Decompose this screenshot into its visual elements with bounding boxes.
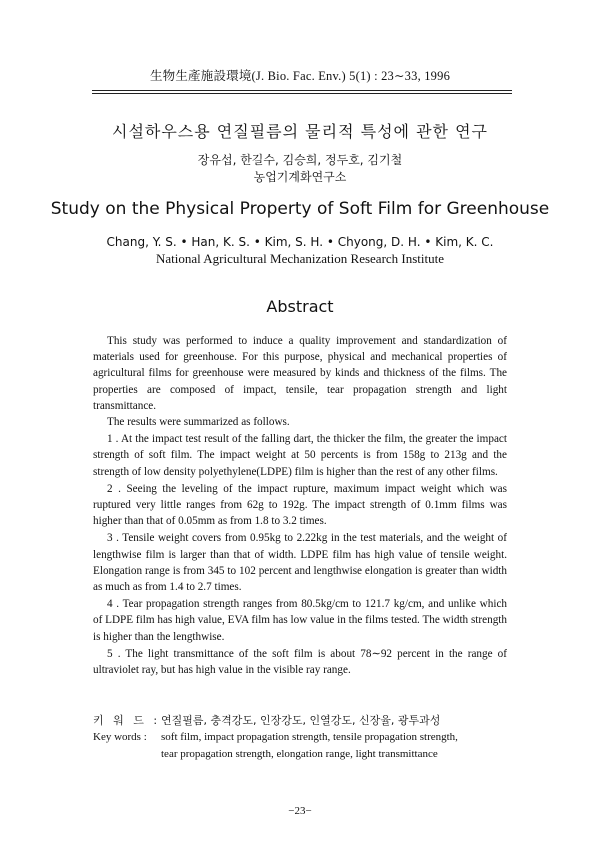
english-title: Study on the Physical Property of Soft Film for Greenhouse (50, 199, 550, 219)
keywords-korean-text: 연질필름, 충격강도, 인장강도, 인열강도, 신장율, 광투과성 (161, 714, 441, 727)
english-authors: Chang, Y. S. • Han, K. S. • Kim, S. H. • Chyong, D. H. • Kim, K. C. (106, 235, 494, 249)
korean-affiliation: 농업기계화연구소 (253, 170, 347, 184)
keywords-korean-row (93, 712, 513, 729)
keywords-english-line-1: soft film, impact propagation strength, tensile propagation strength, (161, 731, 458, 743)
header-rule-secondary (92, 93, 512, 94)
abstract-body (93, 333, 507, 678)
header-rule (92, 90, 512, 91)
abstract-paragraph-intro: This study was performed to induce a quality improvement and standardization of materials used for greenhouse. For this purpose, physical and mechanical properties of agricultural films for greenhouse were measured by kinds and thickness of the films. The properties are composed of impact, tensile, tear propagation strength and light transmittance. (93, 335, 507, 412)
page-number: −23− (288, 805, 312, 817)
abstract-paragraph-summary: The results were summarized as follows. (107, 416, 290, 429)
abstract-heading: Abstract (266, 297, 334, 316)
keywords-english-label: Key words : (93, 731, 147, 743)
english-affiliation: National Agricultural Mechanization Research Institute (155, 251, 445, 266)
keywords-english-row (93, 729, 513, 746)
keywords-english-line-2: tear propagation strength, elongation range, light transmittance (161, 748, 438, 760)
korean-authors: 장유섭, 한길수, 김승희, 정두호, 김기철 (197, 153, 403, 167)
keywords-block (93, 712, 513, 763)
abstract-result-5: 5 . The light transmittance of the soft film is about 78∼92 percent in the range of ultraviolet ray, but has high value in the visible ray range. (93, 647, 507, 677)
abstract-result-1: 1 . At the impact test result of the falling dart, the thicker the film, the greater the impact strength of soft film. The impact weight at 50 percents is from 158g to 213g and the strength of low density polyethylene(LDPE) film is higher than the rest of any other films. (93, 433, 507, 478)
korean-title: 시설하우스용 연질필름의 물리적 특성에 관한 연구 (111, 122, 488, 141)
journal-citation: 生物生產施設環境(J. Bio. Fac. Env.) 5(1) : 23∼33, 1996 (149, 69, 451, 83)
abstract-result-4: 4 . Tear propagation strength ranges from 80.5kg/cm to 121.7 kg/cm, and unlike which of LDPE film has high value, EVA film has low value in the films tested. The width strength is higher than the lengthwise. (93, 598, 507, 643)
abstract-result-3: 3 . Tensile weight covers from 0.95kg to 2.22kg in the test materials, and the weight of lengthwise film is larger than that of width. LDPE film has high value of tensile weight. Elongation range is from 345 to 102 percent and lengthwise elongation is greater than width as much as from 1.4 to 2.7 times. (93, 532, 507, 594)
keywords-korean-label: 키 워 드 : (93, 714, 161, 727)
abstract-result-2: 2 . Seeing the leveling of the impact rupture, maximum impact weight which was ruptured very little ranges from 62g to 192g. The impact strength of 0.1mm films was higher than that of 0.05mm as from 1.8 to 3.2 times. (93, 482, 507, 528)
